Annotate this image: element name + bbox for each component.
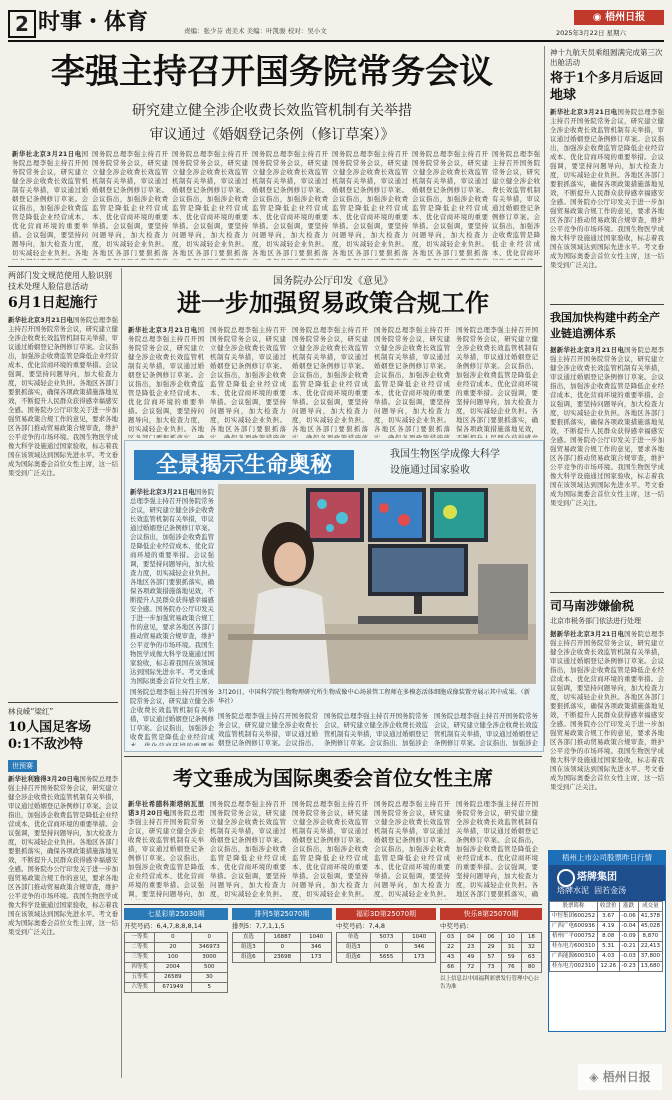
winner-count: 0 [370,943,403,953]
feature-body [130,488,214,684]
trade-kicker: 国务院办公厅印发《意见》 [273,276,393,287]
winner-count: 0 [155,933,191,943]
prize-level: 五等奖 [125,973,155,983]
stock-header-name: 股票简称 [550,902,598,912]
brand-name: 塔牌集团 [577,872,617,883]
stock-volume: 13,680 [638,962,662,972]
winner-count: 5655 [370,953,403,963]
prize-amount: 346 [301,943,332,953]
drawn-number: 59 [501,953,521,963]
stock-close: 3.67 [598,912,620,922]
side-story-3-body [550,630,664,850]
trade-body-col5 [456,326,538,438]
sports-left [8,706,118,1065]
trade-body-col1 [128,326,204,438]
fc3d-numbers: 中奖号码：7,4,8 [336,922,386,930]
stock-change: -0.04 [619,922,638,932]
side-story-2-body [550,346,664,584]
stock-name: 桂东电力600310 [550,942,598,952]
stock-volume: 8,870 [638,932,662,942]
prize-amount: 30 [191,973,227,983]
play-type: 组选3 [233,943,265,953]
ioc-body-col1 [128,800,204,900]
stock-close: 4.03 [598,952,620,962]
side-story-3-dateline: 据新华社北京3月21日电 [550,630,625,638]
issue-date [556,28,626,37]
lead-subhead-2: 审议通过《婚姻登记条例（修订草案）》 [149,127,395,143]
ioc-body-col4 [374,800,450,900]
drawn-number: 49 [461,953,481,963]
stock-close: 8.08 [598,932,620,942]
prize-level: 三等奖 [125,953,155,963]
slogan-1: 塔牌水泥 [557,886,589,895]
table-row [337,953,436,963]
play-type: 组选6 [233,953,265,963]
lead-headline: 李强主持召开国务院常务会议 [51,52,493,92]
lottery-kl8 [440,908,542,991]
prize-level: 四等奖 [125,963,155,973]
prize-amount: 1040 [301,933,332,943]
lead-body-col3 [172,150,248,260]
drawn-number: 18 [521,933,541,943]
side-story-1-headline: 将于1个多月后返回地球 [550,71,664,103]
table-row [125,953,228,963]
ioc-dateline: 新华社希腊科斯塔纳瓦里诺3月20日电 [128,800,204,817]
lead-body-col5 [332,150,408,260]
prize-amount: 1040 [403,933,436,943]
winner-count: 100 [155,953,191,963]
ioc-headline: 考文垂成为国际奥委会首位女性主席 [173,766,493,790]
table-row [233,953,332,963]
stock-row [550,952,663,962]
qixing-title: 七星彩第25030期 [124,908,228,920]
side-story-2-dateline: 据新华社北京3月21日电 [550,346,625,354]
table-row [233,943,332,953]
prize-amount: 346973 [191,943,227,953]
drawn-number: 66 [441,963,461,973]
drawn-number: 04 [461,933,481,943]
trade-body-col3 [292,326,368,438]
lottery-fc3d [336,908,436,963]
staff-credits: 责编：张少芬 责美术 美编：叶凯骏 校对：吴小文 [184,27,327,35]
feature-body-col3 [218,712,318,746]
date-text: 2025年3月22日 [556,29,605,37]
trade-body-col2 [210,326,286,438]
feature-banner: 全景揭示生命奥秘 [134,450,354,480]
stocks-box [548,850,666,1032]
stock-header-close: 收盘价 [598,902,620,912]
fc3d-table [336,932,436,963]
feature-caption: 3月20日，中国科学院生物物理研究所生物成像中心场景管工程师在多模态活体细胞成像装置旁展示其中成果。（新华社） [218,689,530,705]
feature-body-col2 [130,688,214,746]
stock-change: -0.21 [619,942,638,952]
watermark-icon: ◈ [589,1070,599,1084]
drawn-number: 06 [481,933,501,943]
table-row [125,963,228,973]
lab-scene-illustration [218,484,536,684]
stock-close: 5.31 [598,942,620,952]
side-story-1-body [550,108,664,284]
weekday-text: 星期六 [606,29,627,37]
winner-count: 23698 [264,953,301,963]
drawn-number: 76 [501,963,521,973]
prize-amount: 173 [301,953,332,963]
play-type: 组选3 [337,943,371,953]
stock-row [550,922,663,932]
drawn-number: 32 [521,943,541,953]
stock-row [550,942,663,952]
prize-amount: 0 [191,933,227,943]
sports-left-headline-2: 0:1不敌沙特 [8,737,83,752]
side-story-1 [550,48,664,284]
stocks-title: 梧州上市公司股票昨日行情 [549,851,665,865]
stock-header-volume: 成交量 [638,902,662,912]
watermark [578,1064,662,1090]
stock-close: 4.19 [598,922,620,932]
drawn-number: 63 [521,953,541,963]
ioc-body-col5 [456,800,538,900]
drawn-number: 43 [441,953,461,963]
trade-headline: 进一步加强贸易政策合规工作 [177,288,489,317]
feature-subtitle-1: 我国生物医学成像大科学 [390,449,500,460]
sports-left-headline: 10人国足客场 [8,720,92,735]
slogan-2: 固若金汤 [594,886,627,895]
qixing-numbers: 开奖号码：6,4,7,8,8,8,14 [124,922,202,930]
winner-count: 20 [155,943,191,953]
stock-name: 广西能源600310 [550,952,598,962]
table-row [441,953,542,963]
stock-change: -0.03 [619,952,638,962]
watermark-text: 梧州日报 [602,1070,651,1084]
table-row [125,943,228,953]
section-title: 时事・体育 [38,10,149,35]
stock-name: 中恒集团600252 [550,912,598,922]
page-number: 2 [8,10,36,38]
slogan [557,885,626,896]
side-story-2-headline: 我国加快构建中药全产业链追溯体系 [550,311,660,340]
feature-body-col5 [434,712,538,746]
winner-count: 2004 [155,963,191,973]
feature-body-col4 [324,712,428,746]
side-story-2 [550,310,664,584]
ioc-body-col2 [210,800,286,900]
play-type: 单选 [337,933,371,943]
feature-photo [218,484,536,684]
winner-count: 5073 [370,933,403,943]
logo-icon: ◉ [592,12,602,23]
paper-name: 梧州日报 [605,12,646,23]
pl5-numbers: 排列5：7,7,1,1,5 [232,922,285,930]
winner-count: 0 [264,943,301,953]
stock-header-change: 涨跌 [619,902,638,912]
lottery-qixing [124,908,228,993]
sports-left-dateline: 新华社利雅得3月20日电 [8,775,80,783]
drawn-number: 22 [441,943,461,953]
drawn-number: 80 [521,963,541,973]
table-row [441,963,542,973]
trade-body-col4 [374,326,450,438]
stock-name: 桂东电力002310 [550,962,598,972]
sports-left-kicker: 林良嵘“梁红” [8,707,54,716]
side-story-1-dateline: 新华社北京3月21日电 [550,108,618,116]
stock-name: 梧州广平000752 [550,932,598,942]
left-story-dateline: 新华社北京3月21日电 [8,316,73,324]
kl8-numbers-label: 中奖号码： [440,922,473,930]
stock-volume: 45,028 [638,922,662,932]
stocks-table [549,901,663,972]
side-story-3-kicker: 北京市税务部门依法进行处理 [550,617,641,625]
kl8-title: 快乐8第25070期 [440,908,542,920]
prize-level: 一等奖 [125,933,155,943]
drawn-number: 29 [481,943,501,953]
left-story [8,270,118,686]
lead-body-col6 [412,150,488,260]
table-row [125,973,228,983]
table-row [125,933,228,943]
pl5-title: 排列5第25070期 [232,908,332,920]
drawn-number: 57 [481,953,501,963]
stock-volume: 41,378 [638,912,662,922]
trade-dateline: 新华社北京3月21日电 [128,326,198,334]
table-row [337,943,436,953]
stock-row [550,962,663,972]
kl8-footer: 以上信息以中国福利彩票发行管理中心公告为准 [440,976,540,990]
lead-subhead-1: 研究建立健全涉企收费长效监管机制有关举措 [132,103,412,119]
prize-level: 二等奖 [125,943,155,953]
stocks-ad [549,865,665,901]
prize-amount: 173 [403,953,436,963]
feature-subtitle-2: 设施通过国家验收 [390,465,470,476]
side-story-1-kicker: 神十九航天员乘组圆满完成第三次出舱活动 [550,48,663,67]
stock-volume: 22,413 [638,942,662,952]
lead-dateline: 新华社北京3月21日电 [12,150,82,158]
lead-body-col2 [92,150,168,260]
drawn-number: 10 [501,933,521,943]
stock-name: 广西广电600936 [550,922,598,932]
prize-amount: 500 [191,963,227,973]
lead-body-col1 [12,150,88,260]
table-row [125,983,228,993]
paper-logo [574,10,664,25]
lead-body-col7 [492,150,540,260]
stock-row [550,932,663,942]
drawn-number: 73 [481,963,501,973]
stock-volume: 37,800 [638,952,662,962]
prize-amount: 5 [191,983,227,993]
prize-amount: 346 [403,943,436,953]
table-row [233,933,332,943]
pl3-table [232,932,332,963]
play-type: 直选 [233,933,265,943]
drawn-number: 03 [441,933,461,943]
left-story-body [8,316,118,686]
prize-level: 六等奖 [125,983,155,993]
side-story-3-headline: 司马南涉嫌偷税 [550,599,635,613]
prize-amount: 3000 [191,953,227,963]
winner-count: 26589 [155,973,191,983]
masthead [8,8,664,38]
side-story-3 [550,598,664,850]
fc3d-title: 福彩3D第25070期 [336,908,436,920]
drawn-number: 23 [461,943,481,953]
stock-change: -0.09 [619,932,638,942]
sports-left-body [8,775,118,1065]
lottery-pl5 [232,908,332,963]
play-type: 组选6 [337,953,371,963]
stocks-header-row [550,902,663,912]
table-row [337,933,436,943]
winner-count: 671949 [155,983,191,993]
table-row [441,943,542,953]
ioc-body-col3 [292,800,368,900]
stock-change: -0.06 [619,912,638,922]
qixing-table [124,932,228,993]
table-row [441,933,542,943]
lead-body-col4 [252,150,328,260]
left-story-headline: 6月1日起施行 [8,295,98,311]
drawn-number: 31 [501,943,521,953]
drawn-number: 72 [461,963,481,973]
sports-badge: 世预赛 [8,760,37,772]
winner-count: 16887 [264,933,301,943]
kl8-numbers-grid [440,932,542,973]
stock-change: -0.23 [619,962,638,972]
stock-row [550,912,663,922]
feature-dateline: 新华社北京3月21日电 [130,488,195,496]
stock-close: 12.26 [598,962,620,972]
left-story-kicker: 两部门发文规范使用人脸识别技术处理人脸信息活动 [8,271,112,291]
